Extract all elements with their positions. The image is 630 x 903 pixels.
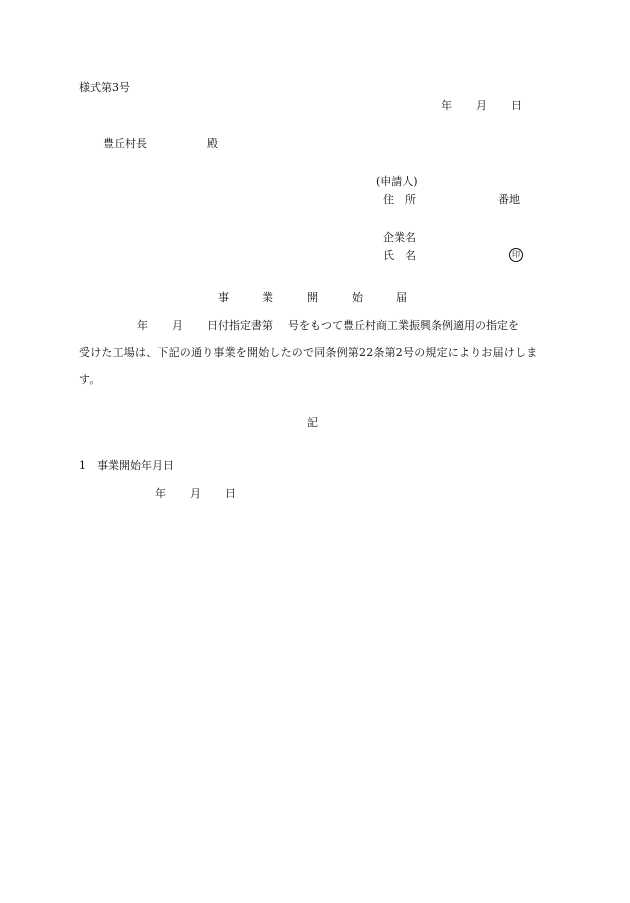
body-text-b: 号をもつて豊丘村商工業振興条例適用の指定を (288, 319, 519, 332)
item1-month-label: 月 (190, 487, 201, 500)
name-label: 氏 名 (383, 249, 416, 262)
date-day-label: 日 (511, 99, 522, 112)
address-suffix: 番地 (498, 193, 520, 206)
seal-mark: 印 (509, 248, 523, 262)
body-text-a: 日付指定書第 (207, 319, 273, 332)
date-month-label: 月 (476, 99, 487, 112)
title-char-3: 開 (307, 291, 318, 304)
item1-label: 1 事業開始年月日 (79, 459, 174, 472)
body-month-label: 月 (172, 319, 183, 332)
title-char-2: 業 (262, 291, 273, 304)
item1-day-label: 日 (225, 487, 236, 500)
date-year-label: 年 (441, 99, 452, 112)
applicant-label: (申請人) (376, 175, 418, 188)
body-line-2: 受けた工場は、下記の通り事業を開始したので同条例第22条第2号の規定によりお届けしま (79, 346, 538, 359)
body-year-label: 年 (137, 319, 148, 332)
title-char-4: 始 (352, 291, 363, 304)
item1-year-label: 年 (155, 487, 166, 500)
addressee-honorific: 殿 (207, 137, 218, 150)
body-line-3: す。 (79, 373, 101, 386)
addressee-name: 豊丘村長 (103, 137, 147, 150)
address-label: 住 所 (383, 193, 416, 206)
form-number: 様式第3号 (79, 81, 130, 94)
ki-mark: 記 (307, 416, 318, 429)
company-label: 企業名 (383, 231, 416, 244)
title-char-1: 事 (218, 291, 229, 304)
title-char-5: 届 (396, 291, 407, 304)
